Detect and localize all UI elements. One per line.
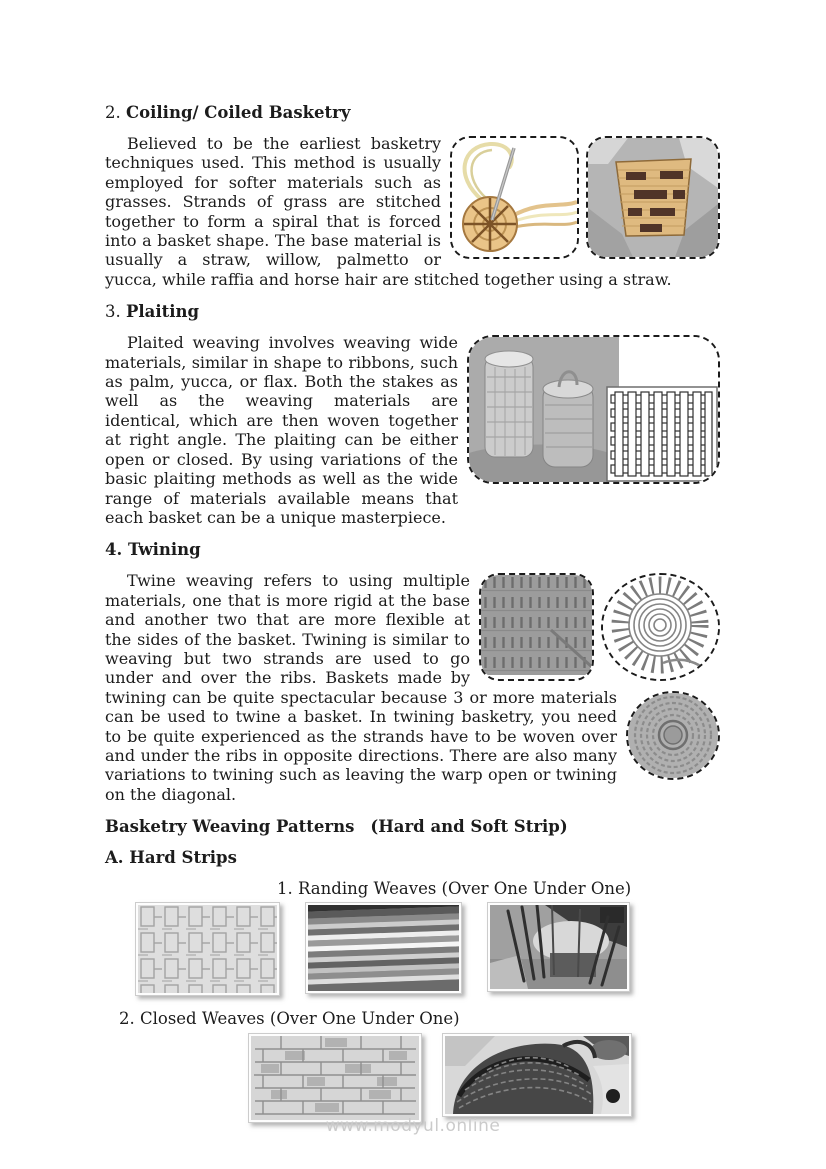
- section-number-coiling: 2.: [105, 103, 121, 122]
- patterns-heading-main: Basketry Weaving Patterns: [105, 817, 355, 837]
- hard-strips-heading: A. Hard Strips: [105, 848, 237, 868]
- twining-spokes-image: [601, 573, 720, 681]
- closed-basket-image: [442, 1033, 632, 1117]
- randing-diagram-image: [135, 902, 280, 996]
- randing-basket-image: [487, 902, 630, 992]
- twining-texture-image: [479, 573, 594, 681]
- watermark-url: www.modyul.online: [325, 1116, 501, 1136]
- randing-image-row: [135, 902, 720, 996]
- closed-image-row: [248, 1033, 720, 1123]
- plaiting-paragraph-block: [105, 333, 720, 527]
- closed-diagram-image: [248, 1033, 422, 1123]
- twining-body-text: Twine weaving refers to using multiple materials, one that is more rigid at the base and another two that are more flexible at the sides of the basket. Twining is similar to weaving but two strands are used to go under and over the ribs. Baskets made by twining can be quite spectacular because 3 or more materials can be used to twine a basket. In twining basketry, you need to be quite experienced as the strands have to be woven over and under the ribs in opposite directions. There are also many variations to twining such as leaving the warp open or twining on the diagonal.: [105, 571, 617, 804]
- coiling-paragraph-block: [105, 134, 720, 289]
- section-heading-coiling: [105, 102, 720, 123]
- section-title-twining: Twining: [127, 540, 201, 560]
- section-title-coiling: Coiling/ Coiled Basketry: [126, 103, 351, 122]
- coiling-diagram-image: [450, 136, 579, 259]
- patterns-heading: [105, 816, 720, 837]
- plaiting-figures: [467, 335, 720, 484]
- coiling-figures: [450, 136, 720, 259]
- twining-paragraph-block: [105, 571, 720, 804]
- closed-caption: 2. Closed Weaves (Over One Under One): [119, 1009, 460, 1029]
- plaiting-baskets-image: [467, 335, 720, 484]
- twining-figures-bottom: [626, 691, 720, 780]
- patterns-heading-note: (Hard and Soft Strip): [370, 817, 568, 837]
- section-number-twining: 4.: [105, 540, 123, 560]
- coiling-body-text: Believed to be the earliest basketry techniques used. This method is usually employed for softer materials such as grasses. Strands of grass are stitched together to form a spiral that is forced into a basket shape. The base material is usually a straw, willow, palmetto or yucca, while raffia and horse hair are stitched together using a straw.: [105, 134, 672, 289]
- randing-closeup-image: [305, 902, 462, 994]
- section-title-plaiting: Plaiting: [126, 302, 200, 322]
- section-heading-twining: [105, 539, 720, 560]
- twining-figures-top: [479, 573, 720, 681]
- plaiting-body-text: Plaited weaving involves weaving wide materials, similar in shape to ribbons, such as palm, yucca, or flax. Both the stakes as well as the weaving materials are identical, which are then woven together at right angle. The plaiting can be either open or closed. By using variations of the basic plaiting methods as well as the wide range of materials available means that each basket can be a unique masterpiece.: [105, 333, 458, 527]
- coiled-basket-image: [586, 136, 720, 259]
- section-heading-plaiting: [105, 301, 720, 322]
- randing-caption: 1. Randing Weaves (Over One Under One): [277, 879, 632, 899]
- twining-base-image: [626, 691, 720, 780]
- section-number-plaiting: 3.: [105, 302, 121, 322]
